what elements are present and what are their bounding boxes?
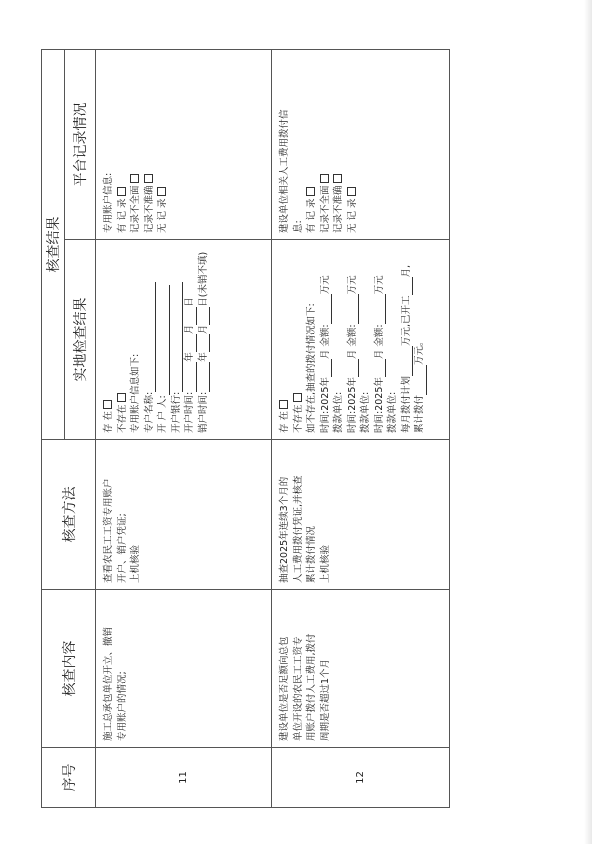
header-result-group: 核查结果 [42, 50, 65, 440]
row-onsite: 存 在 不存在 如不存在,抽查的拨付情况如下: 时间:2025年月 金额:万元 拨款单位: 时间:2025年月 金额:万元 拨款单位: 时间:2025年月 金额:万元 拨款单位: 每月拨付计划万元,已开工月, 累计拨付万元。 [272, 240, 450, 440]
table-row [96, 50, 272, 808]
row-seq: 11 [96, 748, 272, 808]
checkbox[interactable] [144, 174, 153, 183]
checkbox[interactable] [347, 187, 356, 196]
row-seq: 12 [272, 748, 450, 808]
row-method: 抽查2025年连续3个月的 人工费用拨付凭证,并核查 累计拨付情况 上机核验 [272, 440, 450, 590]
header-method: 核查方法 [42, 440, 96, 590]
row-content: 施工总承包单位开立、撤销 专用账户的情况; [96, 590, 272, 748]
scan-edge-shadow [584, 0, 592, 844]
checkbox[interactable] [306, 187, 315, 196]
verification-table [41, 49, 450, 808]
checkbox[interactable] [293, 393, 302, 402]
checkbox[interactable] [157, 187, 166, 196]
row-platform: 专用账户信息: 有 记 录 记录不全面 记录不准确 无 记 录 [96, 50, 272, 240]
header-content: 核查内容 [42, 590, 96, 748]
row-content: 建设单位是否足额向总包 单位开设的农民工工资专 用账户拨付人工费用,拨付 周期是否超过1个月 [272, 590, 450, 748]
row-onsite: 存 在 不存在 专用账户信息如下: 专户名称: 开 户 人: 开户银行: 开户时间:年月日 销户时间:年月日(未销不填) [96, 240, 272, 440]
checkbox[interactable] [103, 400, 112, 409]
checkbox[interactable] [320, 174, 329, 183]
checkbox[interactable] [279, 400, 288, 409]
header-seq: 序号 [42, 748, 96, 808]
checkbox[interactable] [130, 174, 139, 183]
checkbox[interactable] [333, 174, 342, 183]
header-onsite: 实地检查结果 [65, 240, 96, 440]
table-row [272, 50, 450, 808]
checkbox[interactable] [117, 393, 126, 402]
header-platform: 平台记录情况 [65, 50, 96, 240]
rotated-page [41, 50, 449, 808]
row-platform: 建设单位相关人工费用拨付信 息: 有 记 录 记录不全面 记录不准确 无 记 录 [272, 50, 450, 240]
row-method: 查看农民工工资专用账户 开户、销户凭证; 上机核验 [96, 440, 272, 590]
checkbox[interactable] [117, 187, 126, 196]
